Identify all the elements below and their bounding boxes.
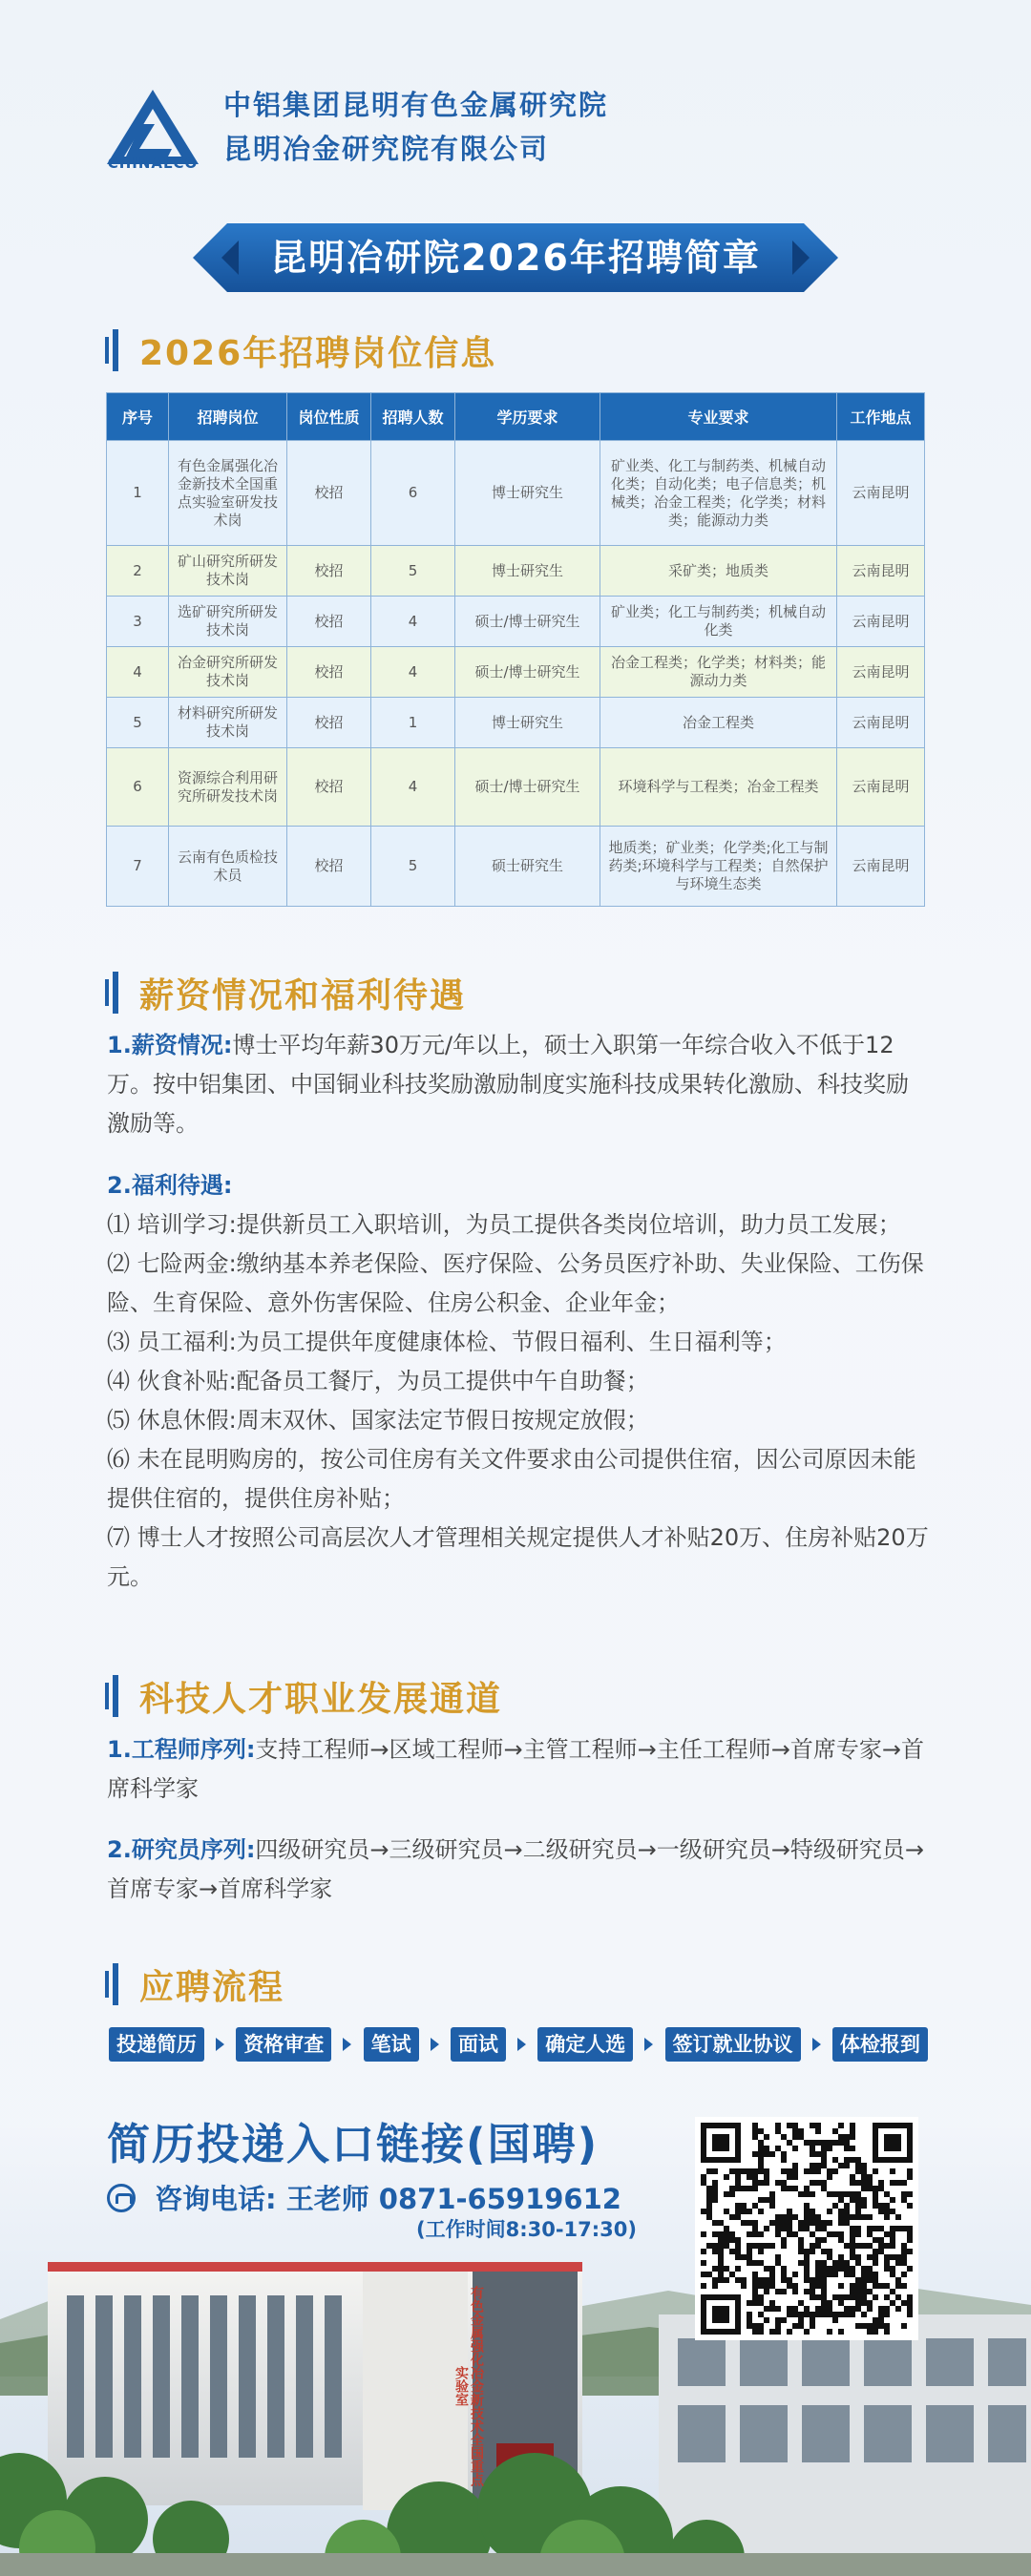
section-title-text: 薪资情况和福利待遇 [139,975,467,1016]
phone-icon [107,2184,136,2212]
step-confirm-candidate: 确定人选 [537,2027,633,2062]
building-sign: 有色金属强化冶金新技术全国重点实验室 [453,2286,484,2486]
table-cell: 校招 [287,441,371,546]
col-header: 岗位性质 [287,393,371,441]
section-bar-icon [105,1963,118,2005]
table-cell: 校招 [287,546,371,597]
contact-text: 咨询电话: 王老师 0871-65919612 [155,2183,621,2215]
table-cell: 校招 [287,698,371,748]
contact-info [107,2178,621,2217]
section-title-text: 应聘流程 [139,1967,285,2007]
table-row [107,647,925,698]
table-cell: 云南昆明 [837,546,925,597]
welfare-item: ⑷ 伙食补贴:配备员工餐厅，为员工提供中午自助餐； [107,1368,649,1394]
table-cell: 1 [107,441,169,546]
table-cell: 3 [107,597,169,647]
step-written-exam: 笔试 [364,2027,419,2062]
arrow-right-icon [644,2038,653,2051]
table-cell: 环境科学与工程类；冶金工程类 [600,748,837,827]
arrow-right-icon [517,2038,526,2051]
table-cell: 5 [107,698,169,748]
table-cell: 冶金工程类；化学类；材料类；能源动力类 [600,647,837,698]
table-cell: 7 [107,827,169,907]
welfare-item: ⑺ 博士人才按照公司高层次人才管理相关规定提供人才补贴20万、住房补贴20万元。 [107,1524,929,1590]
table-cell: 资源综合利用研究所研发技术岗 [169,748,287,827]
table-cell: 冶金工程类 [600,698,837,748]
welfare-item: ⑶ 员工福利:为员工提供年度健康体检、节假日福利、生日福利等； [107,1329,787,1355]
process-steps [109,2027,928,2062]
table-cell: 5 [371,827,455,907]
section-bar-icon [105,972,118,1014]
header [105,74,945,179]
welfare-item: ⑴ 培训学习:提供新员工入职培训，为员工提供各类岗位培训，助力员工发展； [107,1211,901,1238]
table-cell: 采矿类；地质类 [600,546,837,597]
table-cell: 5 [371,546,455,597]
col-header: 招聘人数 [371,393,455,441]
table-cell: 硕士/博士研究生 [455,748,600,827]
table-header-row [107,393,925,441]
table-row [107,597,925,647]
org-name-line1: 中铝集团昆明有色金属研究院 [223,89,609,121]
table-cell: 4 [371,597,455,647]
welfare-item: ⑵ 七险两金:缴纳基本养老保险、医疗保险、公务员医疗补助、失业保险、工伤保险、生育保险、意外伤害保险、住房公积金、企业年金； [107,1250,924,1316]
table-cell: 矿业类；化工与制药类；机械自动化类 [600,597,837,647]
table-cell: 云南昆明 [837,698,925,748]
table-cell: 4 [371,647,455,698]
table-cell: 博士研究生 [455,441,600,546]
arrow-right-icon [216,2038,224,2051]
table-cell: 博士研究生 [455,546,600,597]
table-cell: 6 [371,441,455,546]
table-cell: 校招 [287,647,371,698]
table-cell: 6 [107,748,169,827]
salary-paragraph [107,1026,930,1143]
table-cell: 硕士研究生 [455,827,600,907]
table-cell: 云南昆明 [837,748,925,827]
salary-text: 博士平均年薪30万元/年以上，硕士入职第一年综合收入不低于12万。按中铝集团、中国铜业科技奖励激励制度实施科技成果转化激励、科技奖励激励等。 [107,1032,909,1137]
researcher-track [107,1831,930,1909]
table-cell: 云南有色质检技术员 [169,827,287,907]
table-cell: 冶金研究所研发技术岗 [169,647,287,698]
table-cell: 2 [107,546,169,597]
engineer-track [107,1730,930,1809]
work-hours: (工作时间8:30-17:30) [416,2218,637,2241]
welfare-label: 2.福利待遇: [107,1172,233,1199]
section-title-process [105,1960,284,2008]
section-title-career [105,1672,502,1720]
section-title-salary [105,969,466,1016]
qr-code-icon [701,2123,913,2335]
col-header: 招聘岗位 [169,393,287,441]
step-qualification-review: 资格审查 [236,2027,331,2062]
col-header: 序号 [107,393,169,441]
welfare-item: ⑹ 未在昆明购房的，按公司住房有关文件要求由公司提供住宿，因公司原因未能提供住宿的，提供住房补贴； [107,1446,916,1512]
welfare-block [107,1166,930,1597]
table-cell: 选矿研究所研发技术岗 [169,597,287,647]
page-title: 昆明冶研院2026年招聘简章 [270,237,761,279]
qr-code[interactable] [695,2117,918,2340]
welfare-item: ⑸ 休息休假:周末双休、国家法定节假日按规定放假； [107,1407,649,1434]
col-header: 专业要求 [600,393,837,441]
step-sign-agreement: 签订就业协议 [665,2027,801,2062]
col-header: 工作地点 [837,393,925,441]
table-cell: 有色金属强化冶金新技术全国重点实验室研发技术岗 [169,441,287,546]
section-title-text: 科技人才职业发展通道 [139,1679,503,1719]
table-cell: 4 [371,748,455,827]
table-row [107,698,925,748]
table-cell: 矿山研究所研发技术岗 [169,546,287,597]
col-header: 学历要求 [455,393,600,441]
engineer-text: 支持工程师→区域工程师→主管工程师→主任工程师→首席专家→首席科学家 [107,1736,924,1802]
section-bar-icon [105,1675,118,1717]
table-cell: 4 [107,647,169,698]
arrow-right-icon [343,2038,351,2051]
table-cell: 云南昆明 [837,647,925,698]
table-row [107,827,925,907]
step-medical-report: 体检报到 [832,2027,928,2062]
table-cell: 材料研究所研发技术岗 [169,698,287,748]
arrow-right-icon [431,2038,439,2051]
salary-label: 1.薪资情况: [107,1032,233,1058]
table-cell: 矿业类、化工与制药类、机械自动化类；自动化类；电子信息类；机械类；冶金工程类；化学类；材料类；能源动力类 [600,441,837,546]
title-banner [193,223,838,292]
researcher-label: 2.研究员序列: [107,1836,256,1863]
table-cell: 硕士/博士研究生 [455,647,600,698]
table-cell: 博士研究生 [455,698,600,748]
logo-text: CHINALCO [107,155,199,172]
table-row [107,441,925,546]
table-cell: 1 [371,698,455,748]
resume-link-title[interactable]: 简历投递入口链接(国聘) [107,2119,600,2169]
section-bar-icon [105,329,118,371]
table-cell: 云南昆明 [837,827,925,907]
section-title-text: 2026年招聘岗位信息 [139,333,497,373]
table-cell: 校招 [287,827,371,907]
table-cell: 校招 [287,597,371,647]
step-interview: 面试 [451,2027,506,2062]
table-cell: 校招 [287,748,371,827]
table-cell: 地质类；矿业类；化学类;化工与制药类;环境科学与工程类；自然保护与环境生态类 [600,827,837,907]
positions-table [106,392,925,907]
table-row [107,748,925,827]
step-submit-resume: 投递简历 [109,2027,204,2062]
table-cell: 硕士/博士研究生 [455,597,600,647]
org-name-line2: 昆明冶金研究院有限公司 [223,133,550,165]
table-row [107,546,925,597]
table-cell: 云南昆明 [837,597,925,647]
arrow-right-icon [812,2038,821,2051]
table-cell: 云南昆明 [837,441,925,546]
section-title-positions [105,326,496,374]
engineer-label: 1.工程师序列: [107,1736,256,1763]
researcher-text: 四级研究员→三级研究员→二级研究员→一级研究员→特级研究员→首席专家→首席科学家 [107,1836,924,1902]
